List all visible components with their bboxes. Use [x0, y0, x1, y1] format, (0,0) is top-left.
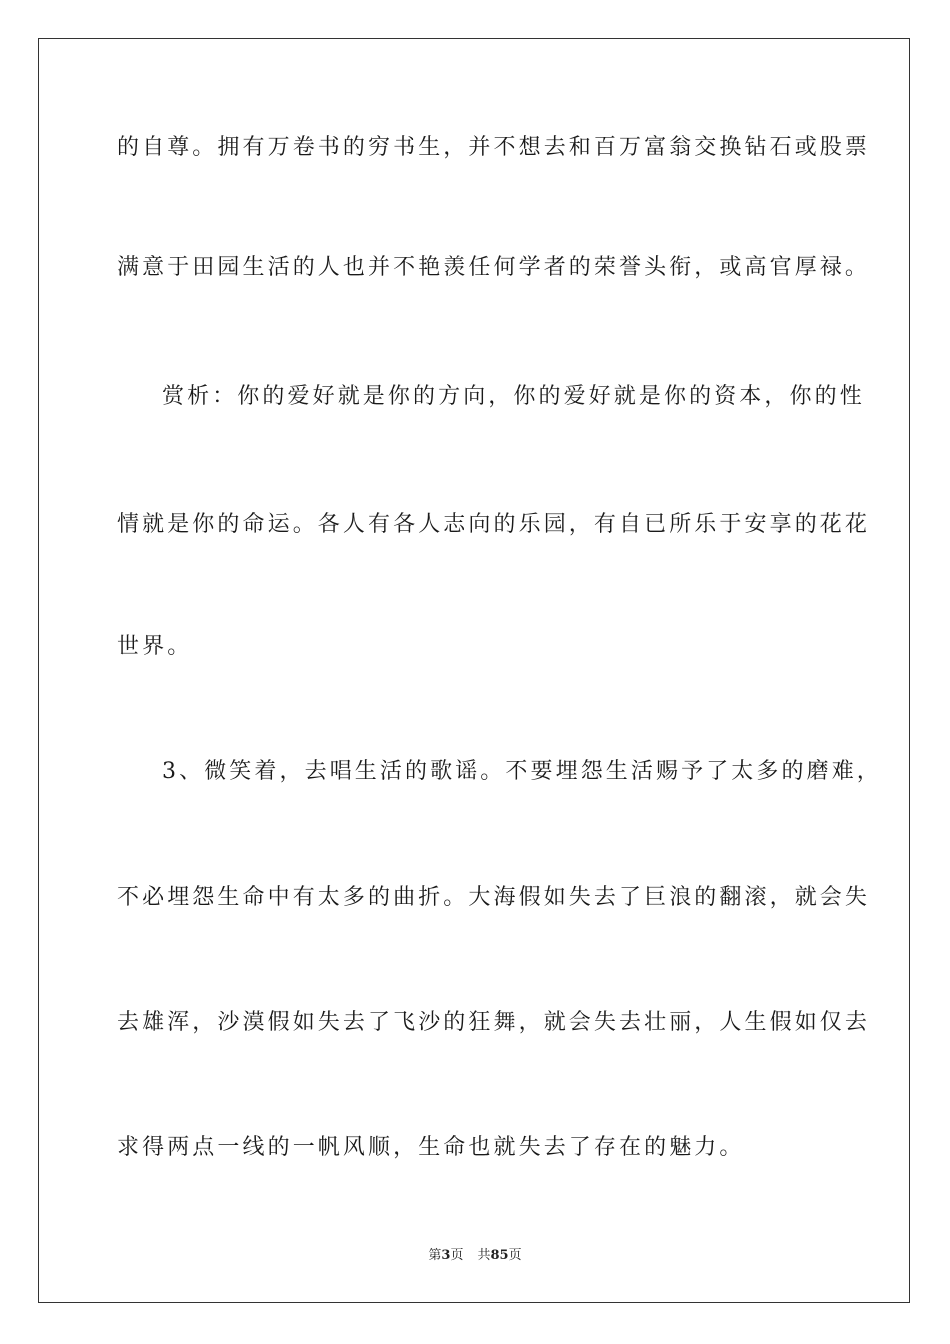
text-line-5: 世界。 — [117, 634, 193, 659]
page-suffix: 页 — [450, 1248, 464, 1263]
page-total: 85 — [490, 1248, 509, 1263]
text-line-4: 情就是你的命运。各人有各人志向的乐园，有自已所乐于安享的花花 — [117, 512, 871, 537]
page-prefix: 第 — [428, 1248, 442, 1263]
text-line-1: 的自尊。拥有万卷书的穷书生，并不想去和百万富翁交换钻石或股票 — [117, 135, 871, 160]
text-line-6: 3、微笑着，去唱生活的歌谣。不要埋怨生活赐予了太多的磨难， — [162, 759, 882, 784]
text-line-3: 赏析：你的爱好就是你的方向，你的爱好就是你的资本，你的性 — [162, 384, 865, 409]
total-suffix: 页 — [508, 1248, 522, 1263]
text-line-9: 求得两点一线的一帆风顺，生命也就失去了存在的魅力。 — [117, 1135, 745, 1160]
text-line-7: 不必埋怨生命中有太多的曲折。大海假如失去了巨浪的翻滚，就会失 — [117, 885, 871, 910]
text-line-8: 去雄浑，沙漠假如失去了飞沙的狂舞，就会失去壮丽，人生假如仅去 — [117, 1010, 871, 1035]
page-footer — [0, 1247, 950, 1265]
page-border — [38, 38, 910, 1303]
text-line-2: 满意于田园生活的人也并不艳羡任何学者的荣誉头衔，或高官厚禄。 — [117, 255, 871, 280]
total-prefix: 共 — [477, 1248, 491, 1263]
page-current: 3 — [441, 1248, 451, 1263]
